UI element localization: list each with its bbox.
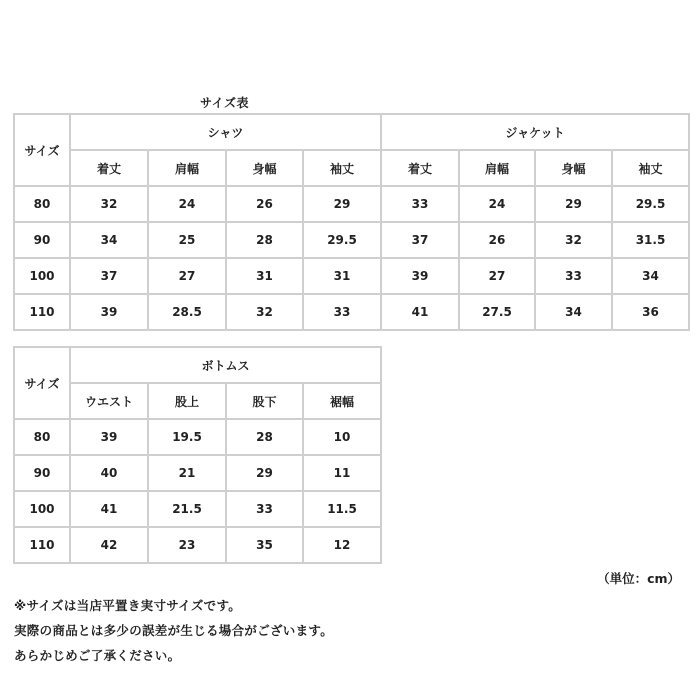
tops-size-table <box>13 113 690 331</box>
column-header: 身幅 <box>226 150 303 186</box>
column-header: ウエスト <box>70 383 148 419</box>
value-cell: 42 <box>70 527 148 563</box>
value-cell: 34 <box>612 258 689 294</box>
size-cell: 90 <box>14 222 70 258</box>
value-cell: 12 <box>303 527 381 563</box>
value-cell: 21.5 <box>148 491 226 527</box>
table-row <box>14 258 689 294</box>
value-cell: 11 <box>303 455 381 491</box>
value-cell: 27 <box>459 258 535 294</box>
size-chart-caption: サイズ表 <box>200 96 250 110</box>
bottoms-size-table <box>13 346 382 564</box>
table-row <box>14 455 381 491</box>
value-cell: 35 <box>226 527 303 563</box>
value-cell: 25 <box>148 222 226 258</box>
note-line: ※サイズは当店平置き実寸サイズです。 <box>14 598 242 613</box>
value-cell: 26 <box>459 222 535 258</box>
size-cell: 90 <box>14 455 70 491</box>
value-cell: 19.5 <box>148 419 226 455</box>
value-cell: 23 <box>148 527 226 563</box>
value-cell: 39 <box>70 419 148 455</box>
table-row <box>14 186 689 222</box>
value-cell: 24 <box>459 186 535 222</box>
value-cell: 34 <box>70 222 148 258</box>
column-header: 着丈 <box>381 150 459 186</box>
value-cell: 37 <box>381 222 459 258</box>
value-cell: 33 <box>303 294 381 330</box>
value-cell: 32 <box>226 294 303 330</box>
value-cell: 29.5 <box>303 222 381 258</box>
size-cell: 110 <box>14 294 70 330</box>
value-cell: 33 <box>381 186 459 222</box>
column-header: 股上 <box>148 383 226 419</box>
table-row <box>14 294 689 330</box>
note-line: あらかじめご了承ください。 <box>14 648 181 663</box>
value-cell: 21 <box>148 455 226 491</box>
value-cell: 26 <box>226 186 303 222</box>
column-header: 身幅 <box>535 150 612 186</box>
value-cell: 28 <box>226 222 303 258</box>
value-cell: 27 <box>148 258 226 294</box>
value-cell: 31 <box>303 258 381 294</box>
jacket-header: ジャケット <box>381 114 689 150</box>
value-cell: 34 <box>535 294 612 330</box>
size-cell: 100 <box>14 258 70 294</box>
value-cell: 40 <box>70 455 148 491</box>
shirt-header: シャツ <box>70 114 381 150</box>
size-cell: 80 <box>14 419 70 455</box>
value-cell: 33 <box>535 258 612 294</box>
column-header: 股下 <box>226 383 303 419</box>
column-header: 袖丈 <box>303 150 381 186</box>
value-cell: 32 <box>535 222 612 258</box>
unit-label: （単位：cm） <box>597 571 680 586</box>
column-header: 着丈 <box>70 150 148 186</box>
size-cell: 80 <box>14 186 70 222</box>
value-cell: 41 <box>70 491 148 527</box>
note-line: 実際の商品とは多少の誤差が生じる場合がございます。 <box>14 623 334 638</box>
value-cell: 29 <box>535 186 612 222</box>
value-cell: 31.5 <box>612 222 689 258</box>
bottoms-header: ボトムス <box>70 347 381 383</box>
value-cell: 28 <box>226 419 303 455</box>
value-cell: 39 <box>381 258 459 294</box>
column-header: 袖丈 <box>612 150 689 186</box>
value-cell: 24 <box>148 186 226 222</box>
table-row <box>14 222 689 258</box>
value-cell: 11.5 <box>303 491 381 527</box>
value-cell: 36 <box>612 294 689 330</box>
value-cell: 41 <box>381 294 459 330</box>
value-cell: 29.5 <box>612 186 689 222</box>
column-header: 裾幅 <box>303 383 381 419</box>
table-row <box>14 491 381 527</box>
value-cell: 29 <box>226 455 303 491</box>
value-cell: 32 <box>70 186 148 222</box>
column-header: 肩幅 <box>148 150 226 186</box>
size-cell: 100 <box>14 491 70 527</box>
size-header: サイズ <box>14 114 70 186</box>
value-cell: 10 <box>303 419 381 455</box>
value-cell: 31 <box>226 258 303 294</box>
value-cell: 37 <box>70 258 148 294</box>
table-row <box>14 527 381 563</box>
table-row <box>14 419 381 455</box>
value-cell: 27.5 <box>459 294 535 330</box>
value-cell: 28.5 <box>148 294 226 330</box>
size-cell: 110 <box>14 527 70 563</box>
size-header: サイズ <box>14 347 70 419</box>
value-cell: 39 <box>70 294 148 330</box>
column-header: 肩幅 <box>459 150 535 186</box>
value-cell: 29 <box>303 186 381 222</box>
value-cell: 33 <box>226 491 303 527</box>
